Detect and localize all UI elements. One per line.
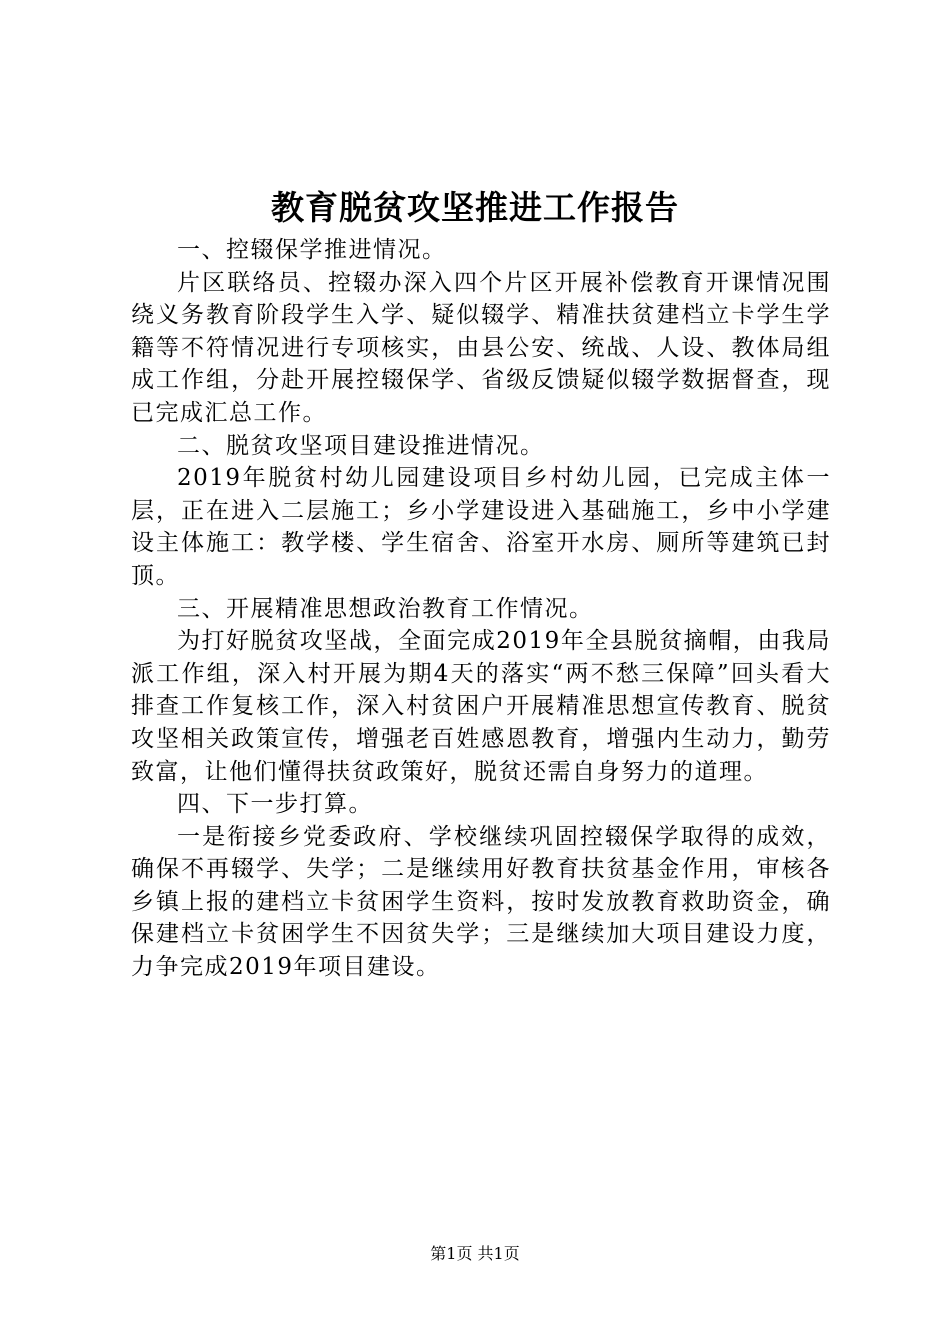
document-title: 教育脱贫攻坚推进工作报告 bbox=[271, 188, 679, 227]
section-heading-4: 四、下一步打算。 bbox=[177, 791, 373, 818]
section-heading-2: 二、脱贫攻坚项目建设推进情况。 bbox=[177, 432, 545, 459]
section-paragraph-2: 2019年脱贫村幼儿园建设项目乡村幼儿园，已完成主体一层，正在进入二层施工；乡小学建设进入基础施工，乡中小学建设主体施工：教学楼、学生宿舍、浴室开水房、厕所等建筑已封顶。 bbox=[131, 465, 831, 589]
section-paragraph-1: 片区联络员、控辍办深入四个片区开展补偿教育开课情况围绕义务教育阶段学生入学、疑似辍学、精准扶贫建档立卡学生学籍等不符情况进行专项核实，由县公安、统战、人设、教体局组成工作组，分赴开展控辍保学、省级反馈疑似辍学数据督查，现已完成汇总工作。 bbox=[131, 269, 831, 426]
section-paragraph-3: 为打好脱贫攻坚战，全面完成2019年全县脱贫摘帽，由我局派工作组，深入村开展为期4天的落实“两不愁三保障”回头看大排查工作复核工作，深入村贫困户开展精准思想宣传教育、脱贫攻坚相关政策宣传，增强老百姓感恩教育，增强内生动力，勤劳致富，让他们懂得扶贫政策好，脱贫还需自身努力的道理。 bbox=[131, 628, 831, 785]
section-heading-1: 一、控辍保学推进情况。 bbox=[177, 237, 447, 263]
section-heading-3: 三、开展精准思想政治教育工作情况。 bbox=[177, 595, 594, 622]
document-body bbox=[131, 234, 831, 984]
section-paragraph-4: 一是衔接乡党委政府、学校继续巩固控辍保学取得的成效，确保不再辍学、失学；二是继续用好教育扶贫基金作用，审核各乡镇上报的建档立卡贫困学生资料，按时发放教育救助资金，确保建档立卡贫困学生不因贫失学；三是继续加大项目建设力度，力争完成2019年项目建设。 bbox=[131, 823, 831, 981]
page-footer: 第1页 共1页 bbox=[430, 1244, 520, 1263]
